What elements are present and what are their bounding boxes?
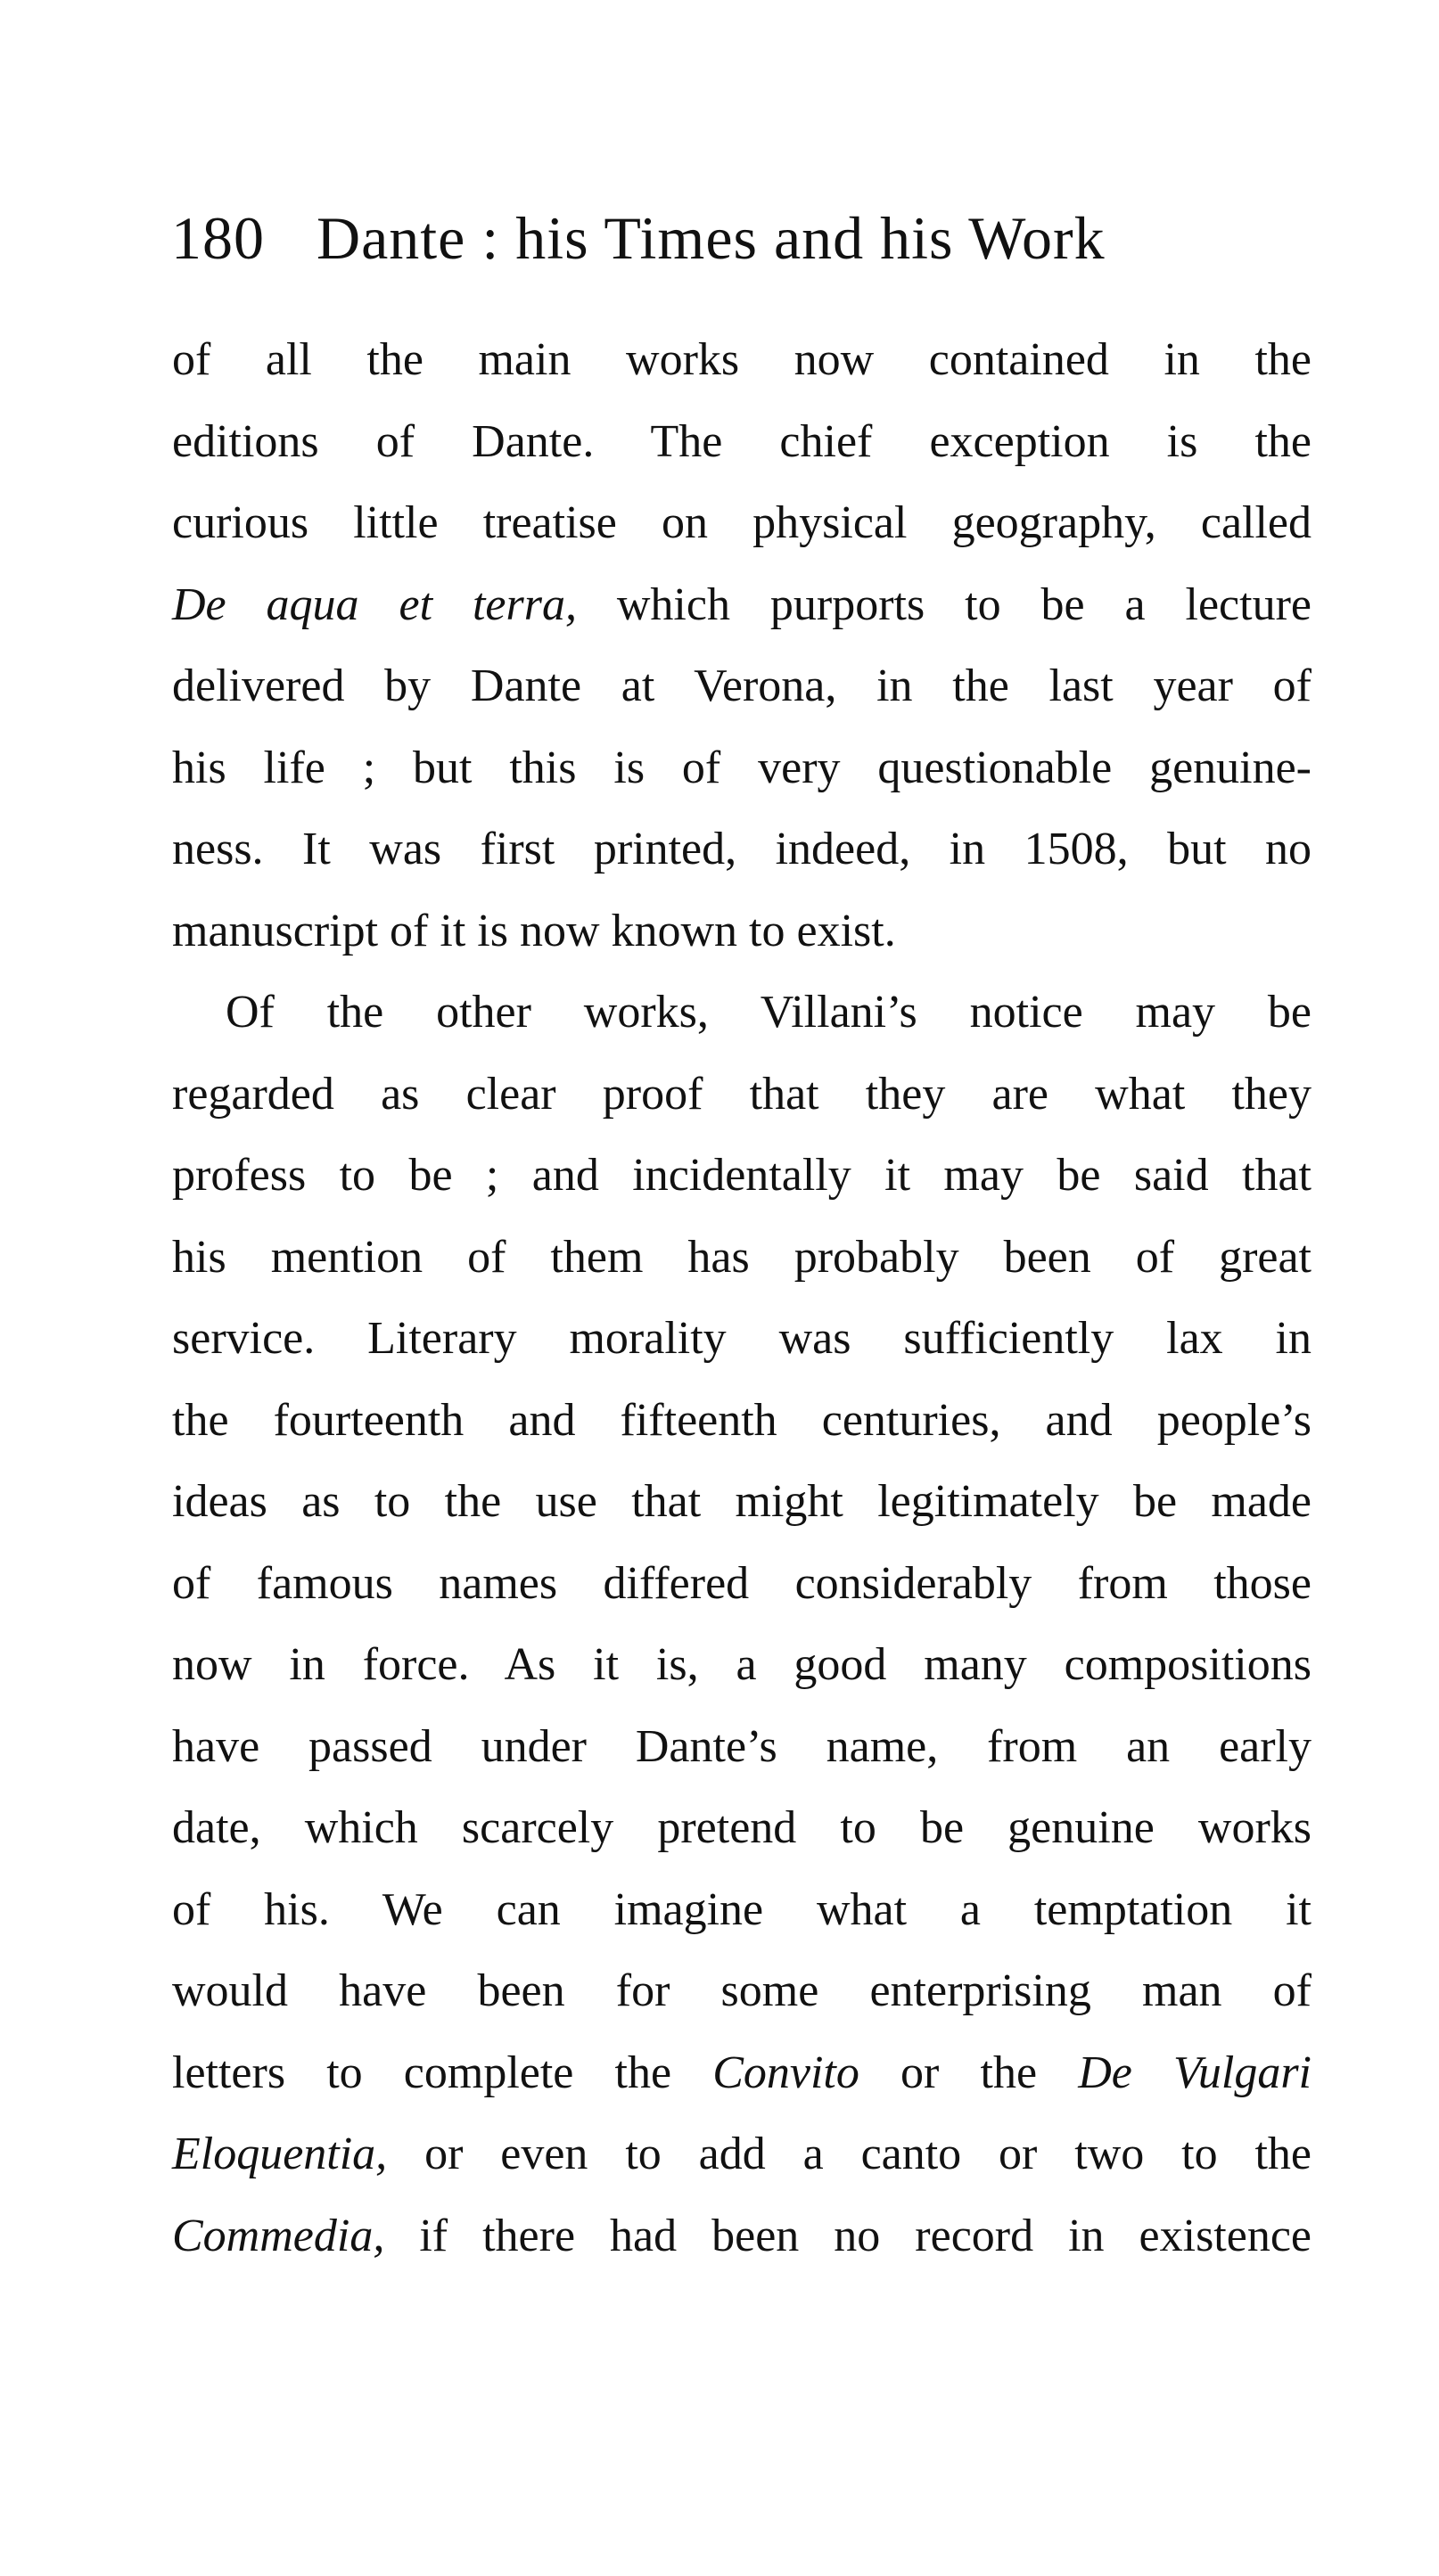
text-run: if there had been no record in existence [384, 2210, 1312, 2261]
text-line [172, 401, 1312, 483]
text-run: ideas as to the use that might legitimately be made [172, 1476, 1312, 1527]
text-line [172, 1950, 1312, 2032]
italic-title-de-aqua-et-terra: De aqua et terra, [172, 578, 577, 630]
text-line [172, 1787, 1312, 1869]
body-text [172, 319, 1312, 2277]
page-number: 180 [171, 204, 265, 272]
text-run: would have been for some enterprising man of [172, 1965, 1312, 2016]
text-run: or even to add a canto or two to the [387, 2129, 1312, 2179]
text-line [172, 1706, 1312, 1788]
text-line [172, 1298, 1312, 1380]
text-line [172, 1380, 1312, 1462]
text-line [172, 1135, 1312, 1217]
text-run: service. Literary morality was sufficiently lax in [172, 1313, 1312, 1364]
text-run: letters to complete the [172, 2047, 713, 2098]
text-line [172, 564, 1312, 646]
running-title: Dante : his Times and his Work [317, 204, 1106, 272]
text-line [172, 1543, 1312, 1625]
text-run: delivered by Dante at Verona, in the last year of [172, 660, 1312, 711]
text-run: Of the other works, Villani’s notice may be [226, 987, 1312, 1038]
text-line [172, 1054, 1312, 1136]
text-line [172, 2113, 1312, 2195]
text-run: ness. It was first printed, indeed, in 1508, but no [172, 824, 1312, 874]
text-run: the fourteenth and fifteenth centuries, and people’s [172, 1394, 1312, 1446]
text-run: his mention of them has probably been of great [172, 1231, 1312, 1283]
text-line [172, 1624, 1312, 1706]
italic-title-commedia: Commedia, [172, 2210, 385, 2261]
text-run: regarded as clear proof that they are what they [172, 1068, 1312, 1120]
running-head [171, 198, 1312, 278]
text-run: which purports to be a lecture [576, 578, 1312, 630]
text-run: editions of Dante. The chief exception is the [172, 415, 1312, 467]
text-line-paragraph-end [172, 890, 1312, 972]
italic-title-eloquentia: Eloquentia, [172, 2129, 388, 2179]
text-line [172, 2195, 1312, 2277]
text-run: now in force. As it is, a good many compositions [172, 1639, 1312, 1690]
text-line [172, 482, 1312, 564]
text-run: of famous names differed considerably from those [172, 1557, 1312, 1609]
text-line [172, 319, 1312, 401]
text-line [172, 645, 1312, 727]
text-line [172, 727, 1312, 809]
text-run: his life ; but this is of very questionable genuine- [172, 742, 1312, 793]
text-line-paragraph-start [172, 972, 1312, 1054]
text-run: have passed under Dante’s name, from an early [172, 1720, 1312, 1772]
text-run: profess to be ; and incidentally it may be said that [172, 1150, 1312, 1201]
text-line [172, 808, 1312, 890]
text-run: of all the main works now contained in the [172, 334, 1312, 385]
italic-title-de-vulgari: De Vulgari [1078, 2047, 1312, 2098]
text-run: date, which scarcely pretend to be genuine works [172, 1802, 1312, 1853]
text-run: curious little treatise on physical geography, called [172, 497, 1312, 548]
italic-title-convito: Convito [712, 2047, 859, 2098]
text-run: or the [859, 2047, 1079, 2098]
text-line [172, 2032, 1312, 2114]
text-line [172, 1217, 1312, 1299]
text-run: of his. We can imagine what a temptation it [172, 1883, 1312, 1935]
text-line [172, 1461, 1312, 1543]
text-run: manuscript of it is now known to exist. [172, 905, 896, 956]
text-line [172, 1869, 1312, 1951]
